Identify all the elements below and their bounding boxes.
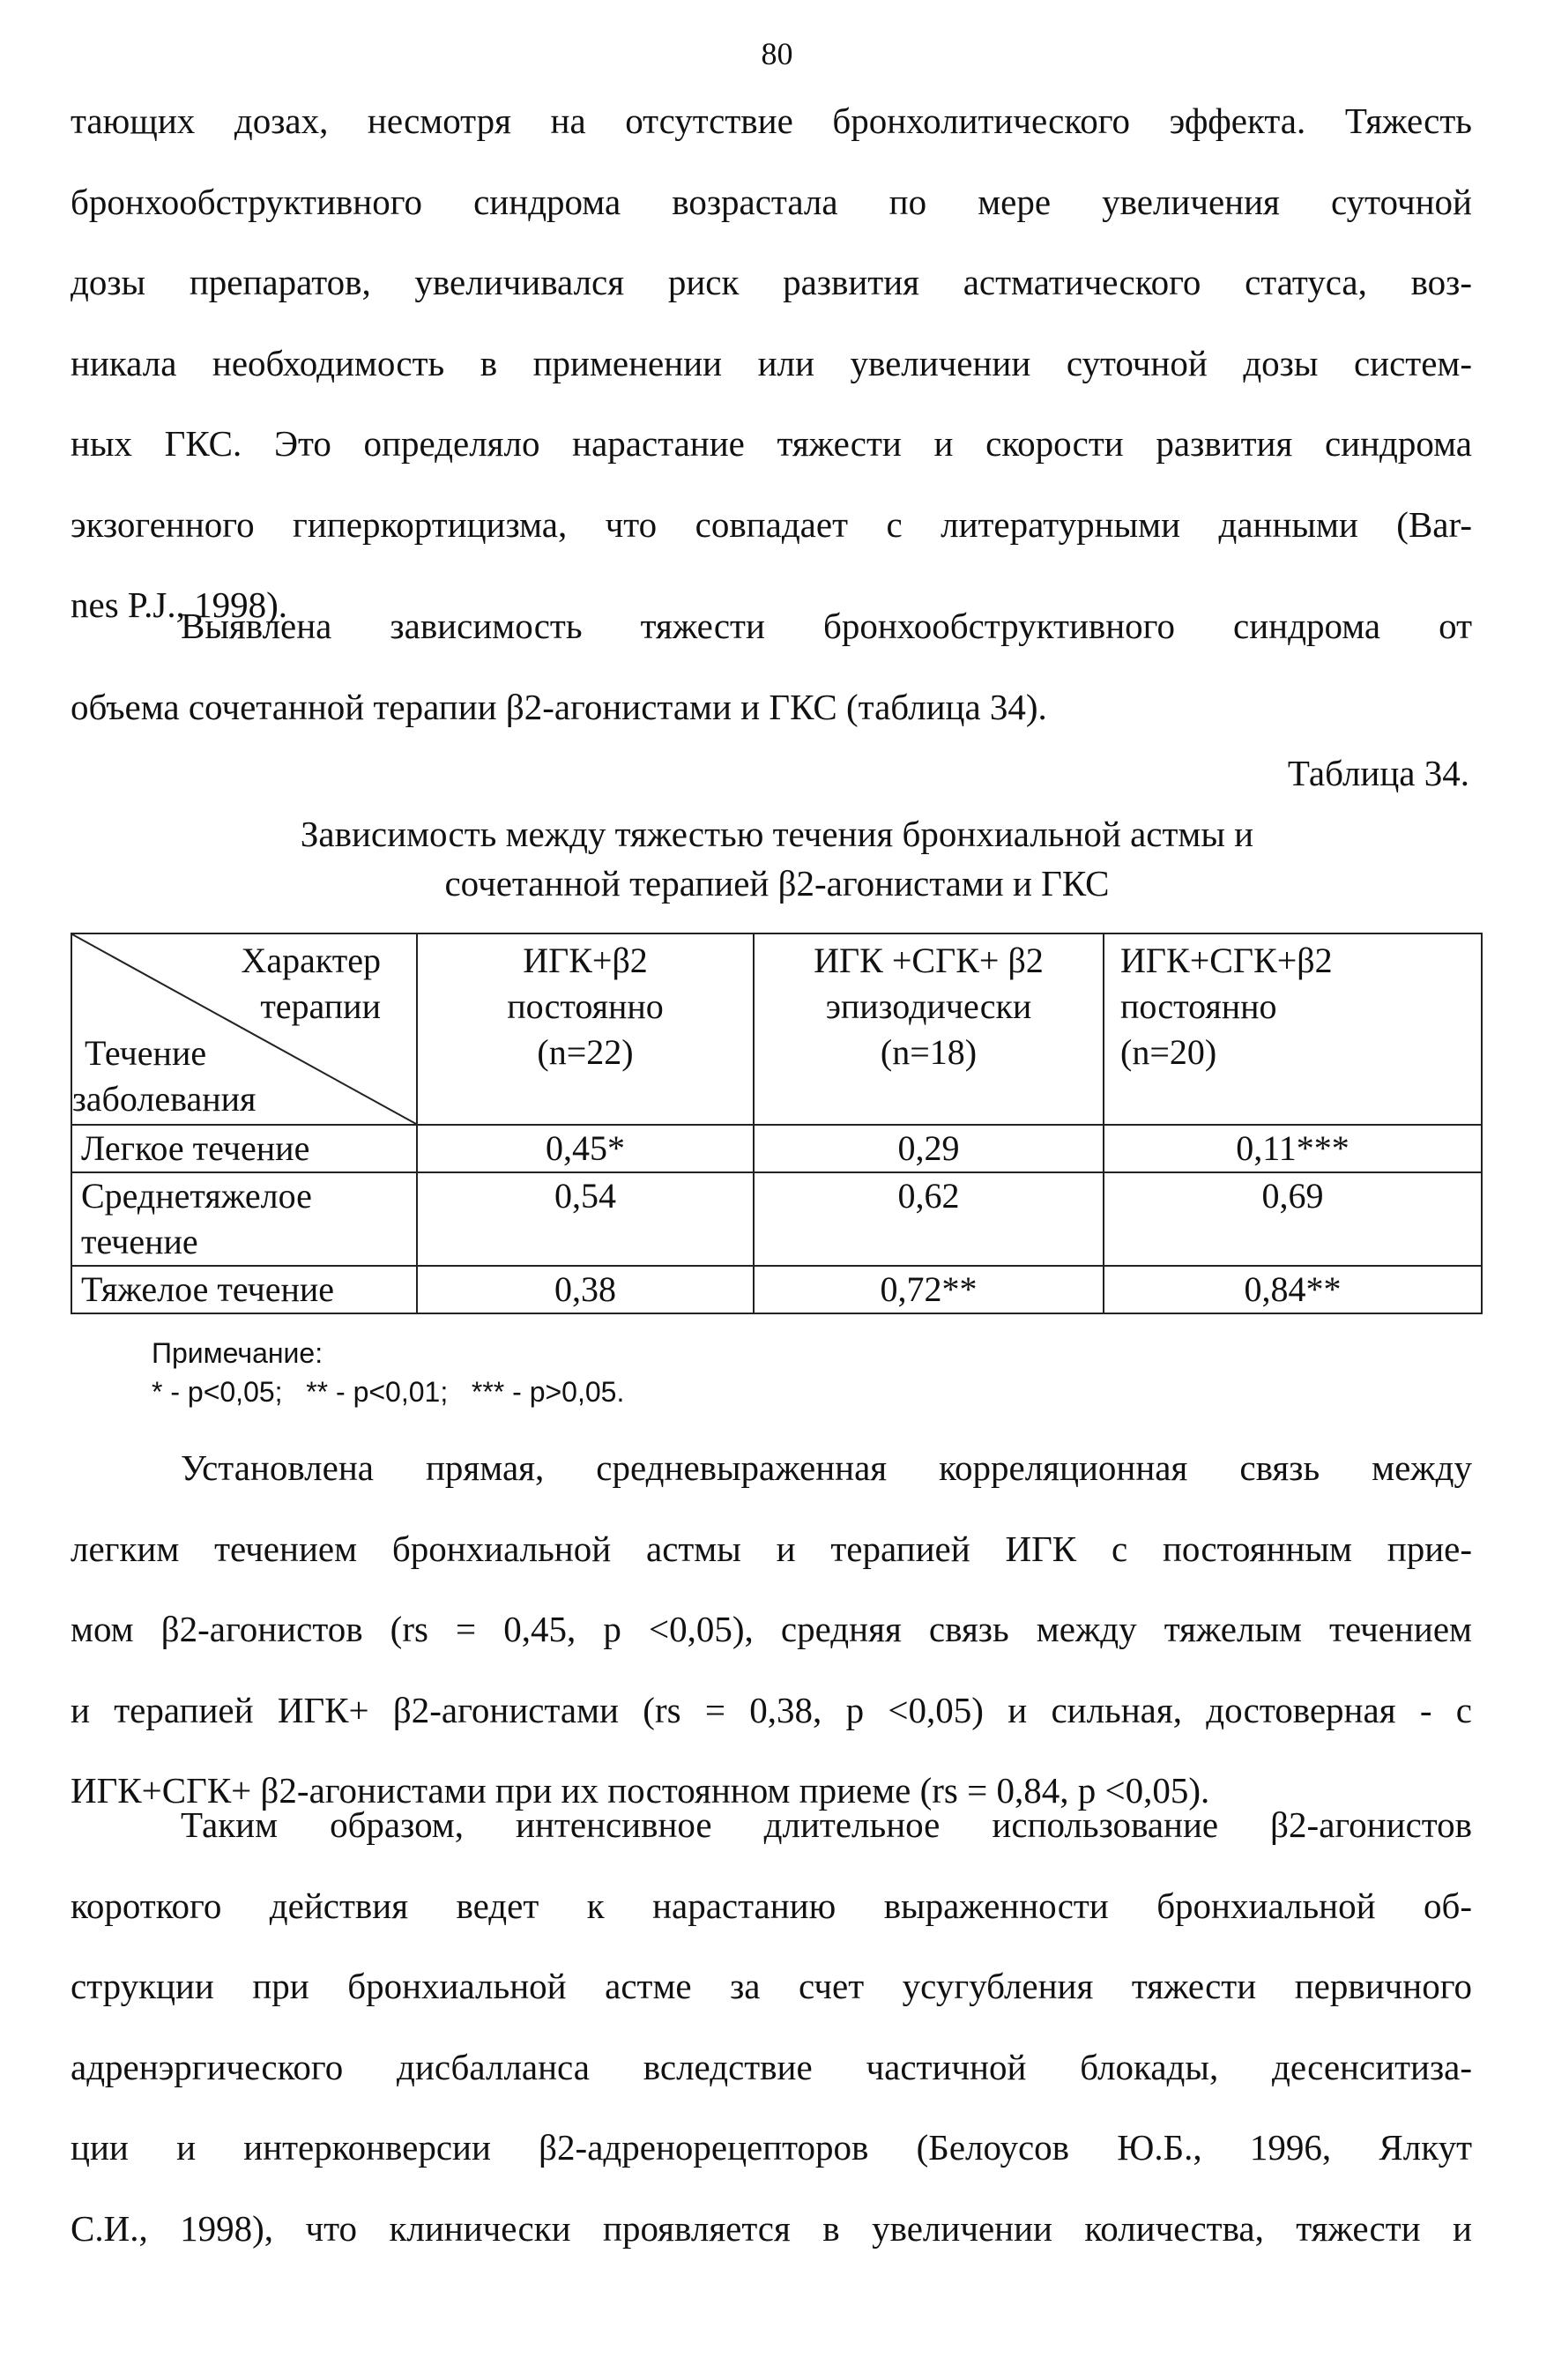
text-line: С.И., 1998), что клинически проявляется в увеличении количества, тяжести и [71, 2207, 1472, 2249]
corner-bottom-line: Течение [85, 1033, 207, 1073]
text-line: никала необходимость в применении или увеличении суточной дозы систем- [71, 342, 1472, 383]
text-line: мом β2-агонистов (rs = 0,45, p <0,05), средняя связь между тяжелым течением [71, 1609, 1472, 1649]
data-table [71, 933, 1483, 1314]
text-line: ции и интерконверсии β2-адренорецепторов (Белоусов Ю.Б., 1996, Ялкут [71, 2127, 1472, 2168]
column-header [754, 933, 1104, 1125]
table-cell: 0,38 [417, 1266, 754, 1313]
column-header-line: постоянно [507, 986, 664, 1026]
table-cell: 0,84** [1104, 1266, 1482, 1313]
table-cell: 0,11*** [1104, 1125, 1482, 1172]
paragraph-correlation [71, 1428, 1472, 1832]
table-cell: 0,45* [417, 1125, 754, 1172]
text-line: ных ГКС. Это определяло нарастание тяжести и скорости развития синдрома [71, 423, 1472, 464]
corner-top-line: терапии [260, 986, 381, 1026]
corner-bottom-label [72, 1030, 257, 1122]
column-header-line: ИГК+β2 [523, 941, 648, 980]
paragraph-intro [71, 586, 1472, 747]
text-line: короткого действия ведет к нарастанию выраженности бронхиальной об- [71, 1885, 1472, 1926]
text-line: Таким образом, интенсивное длительное использование β2-агонистов [181, 1804, 1472, 1845]
text-line: бронхообструктивного синдрома возрастала по мере увеличения суточной [71, 181, 1472, 222]
column-header-line: (n=18) [880, 1032, 978, 1072]
table-cell: 0,72** [754, 1266, 1104, 1313]
text-line: объема сочетанной терапии β2-агонистами и ГКС (таблица 34). [71, 686, 1047, 727]
corner-top-line: Характер [241, 941, 381, 980]
table-row [71, 1266, 1482, 1313]
corner-bottom-line: заболевания [72, 1079, 257, 1119]
column-header [417, 933, 754, 1125]
text-line: Выявлена зависимость тяжести бронхообструктивного синдрома от [181, 606, 1472, 646]
text-line: nes P.J., 1998). [71, 584, 288, 625]
text-line: дозы препаратов, увеличивался риск развития астматического статуса, воз- [71, 262, 1472, 302]
table-note [152, 1334, 624, 1411]
table-corner-cell [71, 933, 417, 1125]
table-row [71, 1125, 1482, 1172]
text-line: и терапией ИГК+ β2-агонистами (rs = 0,38, p <0,05) и сильная, достоверная - с [71, 1689, 1472, 1730]
table-cell: 0,54 [417, 1172, 754, 1266]
column-header-line: (n=22) [537, 1032, 634, 1072]
row-label: Тяжелое течение [71, 1266, 417, 1313]
table-title-line: Зависимость между тяжестью течения бронхиальной астмы и [300, 814, 1254, 854]
table-header-row [71, 933, 1482, 1125]
row-label-line: течение [81, 1222, 198, 1261]
paragraph-top [71, 81, 1472, 646]
column-header-line: постоянно [1120, 986, 1277, 1026]
table-cell: 0,69 [1104, 1172, 1482, 1266]
corner-top-label [241, 938, 381, 1030]
row-label: Легкое течение [71, 1125, 417, 1172]
column-header-line: ИГК +СГК+ β2 [814, 941, 1044, 980]
row-label-line: Среднетяжелое [81, 1176, 312, 1216]
column-header-line: ИГК+СГК+β2 [1120, 941, 1333, 980]
table-title [0, 809, 1554, 908]
page-number: 80 [761, 36, 793, 71]
text-line: Установлена прямая, средневыраженная корреляционная связь между [181, 1447, 1472, 1488]
table-cell: 0,62 [754, 1172, 1104, 1266]
table-cell: 0,29 [754, 1125, 1104, 1172]
text-line: легким течением бронхиальной астмы и терапией ИГК с постоянным прие- [71, 1528, 1472, 1569]
column-header-line: (n=20) [1120, 1032, 1217, 1072]
table-label: Таблица 34. [1287, 753, 1469, 793]
table-row [71, 1172, 1482, 1266]
table-title-line: сочетанной терапией β2-агонистами и ГКС [444, 863, 1110, 904]
text-line: струкции при бронхиальной астме за счет усугубления тяжести первичного [71, 1966, 1472, 2006]
note-text: * - p<0,05; ** - p<0,01; *** - p>0,05. [152, 1376, 625, 1408]
text-line: экзогенного гиперкортицизма, что совпадает с литературными данными (Bar- [71, 503, 1472, 545]
column-header [1104, 933, 1482, 1125]
note-title: Примечание: [152, 1337, 323, 1369]
text-line: адренэргического дисбалланса вследствие частичной блокады, десенситиза- [71, 2046, 1472, 2087]
text-line: ИГК+СГК+ β2-агонистами при их постоянном приеме (rs = 0,84, p <0,05). [71, 1770, 1210, 1811]
row-label [71, 1172, 417, 1266]
column-header-line: эпизодически [825, 986, 1032, 1026]
text-line: тающих дозах, несмотря на отсутствие бронхолитического эффекта. Тяжесть [71, 100, 1472, 141]
paragraph-final [71, 1785, 1472, 2269]
